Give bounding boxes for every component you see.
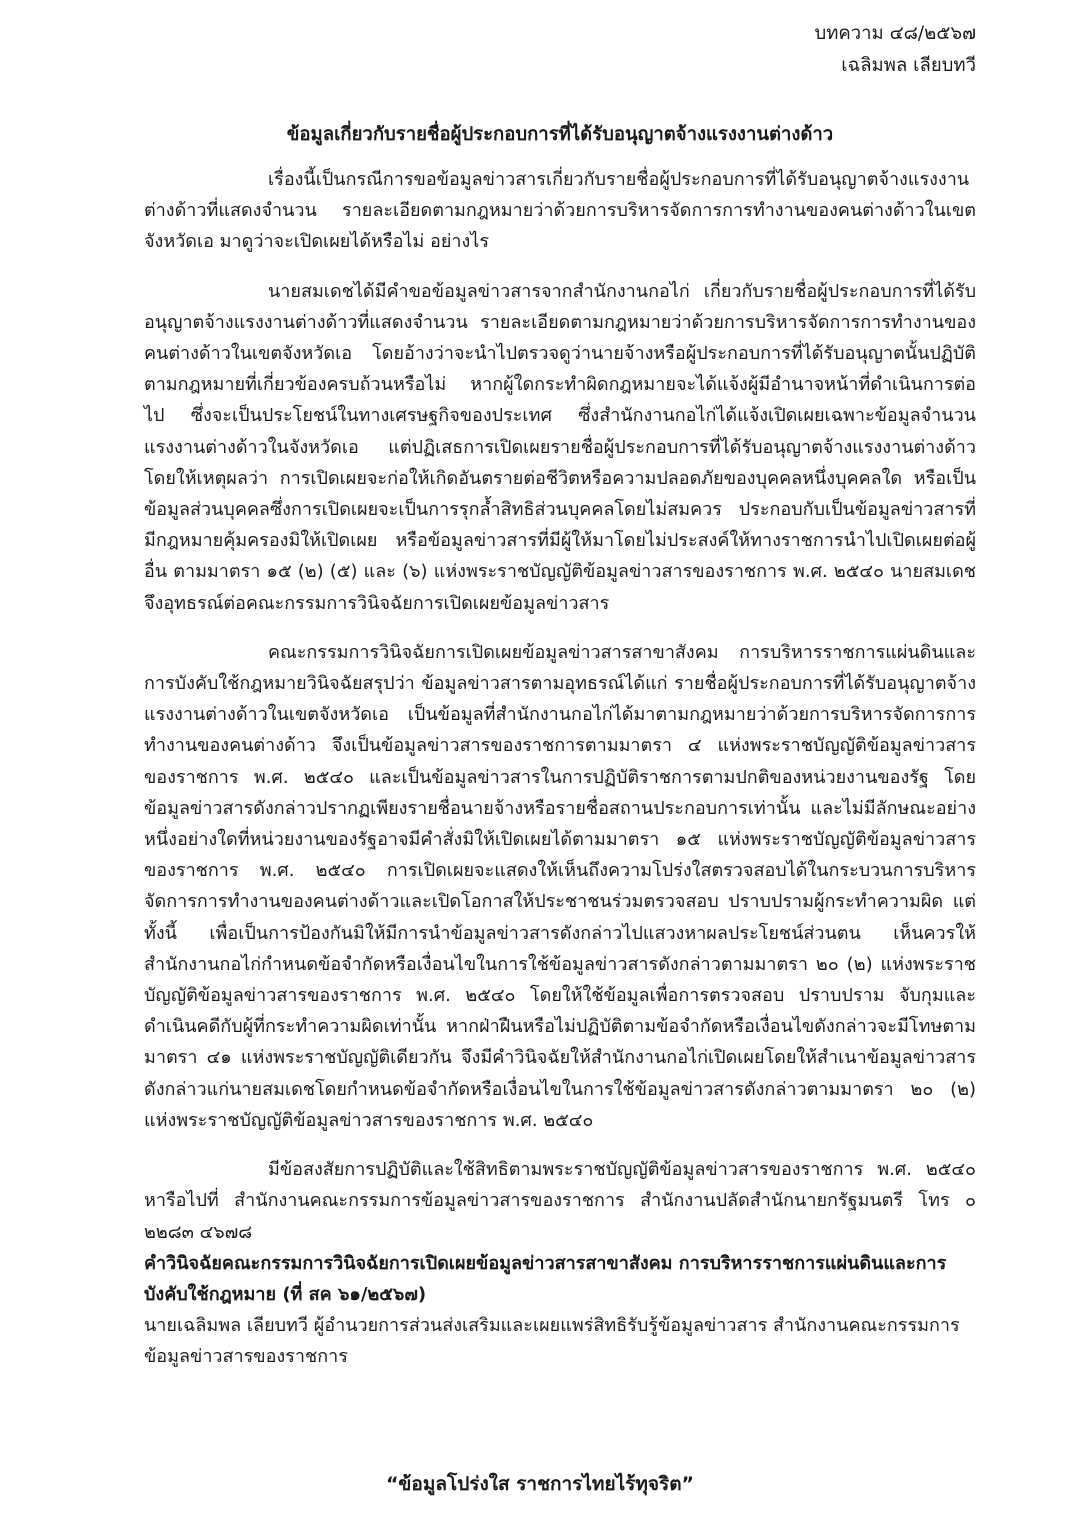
header-author: เฉลิมพล เลียบทวี xyxy=(841,55,976,76)
ruling-reference: คำวินิจฉัยคณะกรรมการวินิจฉัยการเปิดเผยข้อมูลข่าวสารสาขาสังคม การบริหารราชการแผ่นดินและการบังคับใช้กฎหมาย (ที่ สค ๖๑/๒๕๖๗) xyxy=(144,1252,947,1305)
facts-paragraph: นายสมเดชได้มีคำขอข้อมูลข่าวสารจากสำนักงานกอไก่ เกี่ยวกับรายชื่อผู้ประกอบการที่ได้รับอนุญาตจ้างแรงงานต่างด้าวที่แสดงจำนวน รายละเอียดตามกฎหมายว่าด้วยการบริหารจัดการการทำงานของคนต่างด้าวในเขตจังหวัดเอ โดยอ้างว่าจะนำไปตรวจดูว่านายจ้างหรือผู้ประกอบการที่ได้รับอนุญาตนั้นปฏิบัติตามกฎหมายที่เกี่ยวข้องครบถ้วนหรือไม่ หากผู้ใดกระทำผิดกฎหมายจะได้แจ้งผู้มีอำนาจหน้าที่ดำเนินการต่อไป ซึ่งจะเป็นประโยชน์ในทางเศรษฐกิจของประเทศ ซึ่งสำนักงานกอไก่ได้แจ้งเปิดเผยเฉพาะข้อมูลจำนวนแรงงานต่างด้าวในจังหวัดเอ แต่ปฏิเสธการเปิดเผยรายชื่อผู้ประกอบการที่ได้รับอนุญาตจ้างแรงงานต่างด้าว โดยให้เหตุผลว่า การเปิดเผยจะก่อให้เกิดอันตรายต่อชีวิตหรือความปลอดภัยของบุคคลหนึ่งบุคคลใด หรือเป็นข้อมูลส่วนบุคคลซึ่งการเปิดเผยจะเป็นการรุกล้ำสิทธิส่วนบุคคลโดยไม่สมควร ประกอบกับเป็นข้อมูลข่าวสารที่มีกฎหมายคุ้มครองมิให้เปิดเผย หรือข้อมูลข่าวสารที่มีผู้ให้มาโดยไม่ประสงค์ให้ทางราชการนำไปเปิดเผยต่อผู้อื่น ตามมาตรา ๑๕ (๒) (๕) และ (๖) แห่งพระราชบัญญัติข้อมูลข่าวสารของราชการ พ.ศ. ๒๕๔๐ นายสมเดชจึงอุทธรณ์ต่อคณะกรรมการวินิจฉัยการเปิดเผยข้อมูลข่าวสาร xyxy=(144,280,976,614)
intro-paragraph: เรื่องนี้เป็นกรณีการขอข้อมูลข่าวสารเกี่ยวกับรายชื่อผู้ประกอบการที่ได้รับอนุญาตจ้างแรงงานต่างด้าวที่แสดงจำนวน รายละเอียดตามกฎหมายว่าด้วยการบริหารจัดการการทำงานของคนต่างด้าวในเขตจังหวัดเอ มาดูว่าจะเปิดเผยได้หรือไม่ อย่างไร xyxy=(144,169,976,253)
article-number: บทความ ๔๘/๒๕๖๗ xyxy=(814,23,976,44)
contact-paragraph: มีข้อสงสัยการปฏิบัติและใช้สิทธิตามพระราชบัญญัติข้อมูลข่าวสารของราชการ พ.ศ. ๒๕๔๐ หารือไปที่ สำนักงานคณะกรรมการข้อมูลข่าวสารของราชการ สำนักงานปลัดสำนักนายกรัฐมนตรี โทร ๐ ๒๒๘๓ ๔๖๗๘ xyxy=(144,1159,976,1243)
author-credit: นายเฉลิมพล เลียบทวี ผู้อำนวยการส่วนส่งเสริมและเผยแพร่สิทธิรับรู้ข้อมูลข่าวสาร สำนักงานคณะกรรมการข้อมูลข่าวสารของราชการ xyxy=(144,1315,960,1368)
decision-paragraph: คณะกรรมการวินิจฉัยการเปิดเผยข้อมูลข่าวสารสาขาสังคม การบริหารราชการแผ่นดินและการบังคับใช้กฎหมายวินิจฉัยสรุปว่า ข้อมูลข่าวสารตามอุทธรณ์ได้แก่ รายชื่อผู้ประกอบการที่ได้รับอนุญาตจ้างแรงงานต่างด้าวในเขตจังหวัดเอ เป็นข้อมูลที่สำนักงานกอไก่ได้มาตามกฎหมายว่าด้วยการบริหารจัดการการทำงานของคนต่างด้าว จึงเป็นข้อมูลข่าวสารของราชการตามมาตรา ๔ แห่งพระราชบัญญัติข้อมูลข่าวสารของราชการ พ.ศ. ๒๕๔๐ และเป็นข้อมูลข่าวสารในการปฏิบัติราชการตามปกติของหน่วยงานของรัฐ โดยข้อมูลข่าวสารดังกล่าวปรากฏเพียงรายชื่อนายจ้างหรือรายชื่อสถานประกอบการเท่านั้น และไม่มีลักษณะอย่างหนึ่งอย่างใดที่หน่วยงานของรัฐอาจมีคำสั่งมิให้เปิดเผยได้ตามมาตรา ๑๕ แห่งพระราชบัญญัติข้อมูลข่าวสารของราชการ พ.ศ. ๒๕๔๐ การเปิดเผยจะแสดงให้เห็นถึงความโปร่งใสตรวจสอบได้ในกระบวนการบริหารจัดการการทำงานของคนต่างด้าวและเปิดโอกาสให้ประชาชนร่วมตรวจสอบ ปราบปรามผู้กระทำความผิด แต่ทั้งนี้ เพื่อเป็นการป้องกันมิให้มีการนำข้อมูลข่าวสารดังกล่าวไปแสวงหาผลประโยชน์ส่วนตน เห็นควรให้สำนักงานกอไก่กำหนดข้อจำกัดหรือเงื่อนไขในการใช้ข้อมูลข่าวสารดังกล่าวตามมาตรา ๒๐ (๒) แห่งพระราชบัญญัติข้อมูลข่าวสารของราชการ พ.ศ. ๒๕๔๐ โดยให้ใช้ข้อมูลเพื่อการตรวจสอบ ปราบปราม จับกุมและดำเนินคดีกับผู้ที่กระทำความผิดเท่านั้น หากฝ่าฝืนหรือไม่ปฏิบัติตามข้อจำกัดหรือเงื่อนไขดังกล่าวจะมีโทษตามมาตรา ๔๑ แห่งพระราชบัญญัติเดียวกัน จึงมีคำวินิจฉัยให้สำนักงานกอไก่เปิดเผยโดยให้สำเนาข้อมูลข่าวสารดังกล่าวแก่นายสมเดชโดยกำหนดข้อจำกัดหรือเงื่อนไขในการใช้ข้อมูลข่าวสารดังกล่าวตามมาตรา ๒๐ (๒) แห่งพระราชบัญญัติข้อมูลข่าวสารของราชการ พ.ศ. ๒๕๔๐ xyxy=(144,641,976,1131)
document-header xyxy=(144,18,976,82)
slogan: “ข้อมูลโปร่งใส ราชการไทยไร้ทุจริต” xyxy=(385,1473,695,1495)
document-title: ข้อมูลเกี่ยวกับรายชื่อผู้ประกอบการที่ได้รับอนุญาตจ้างแรงงานต่างด้าว xyxy=(286,124,834,145)
